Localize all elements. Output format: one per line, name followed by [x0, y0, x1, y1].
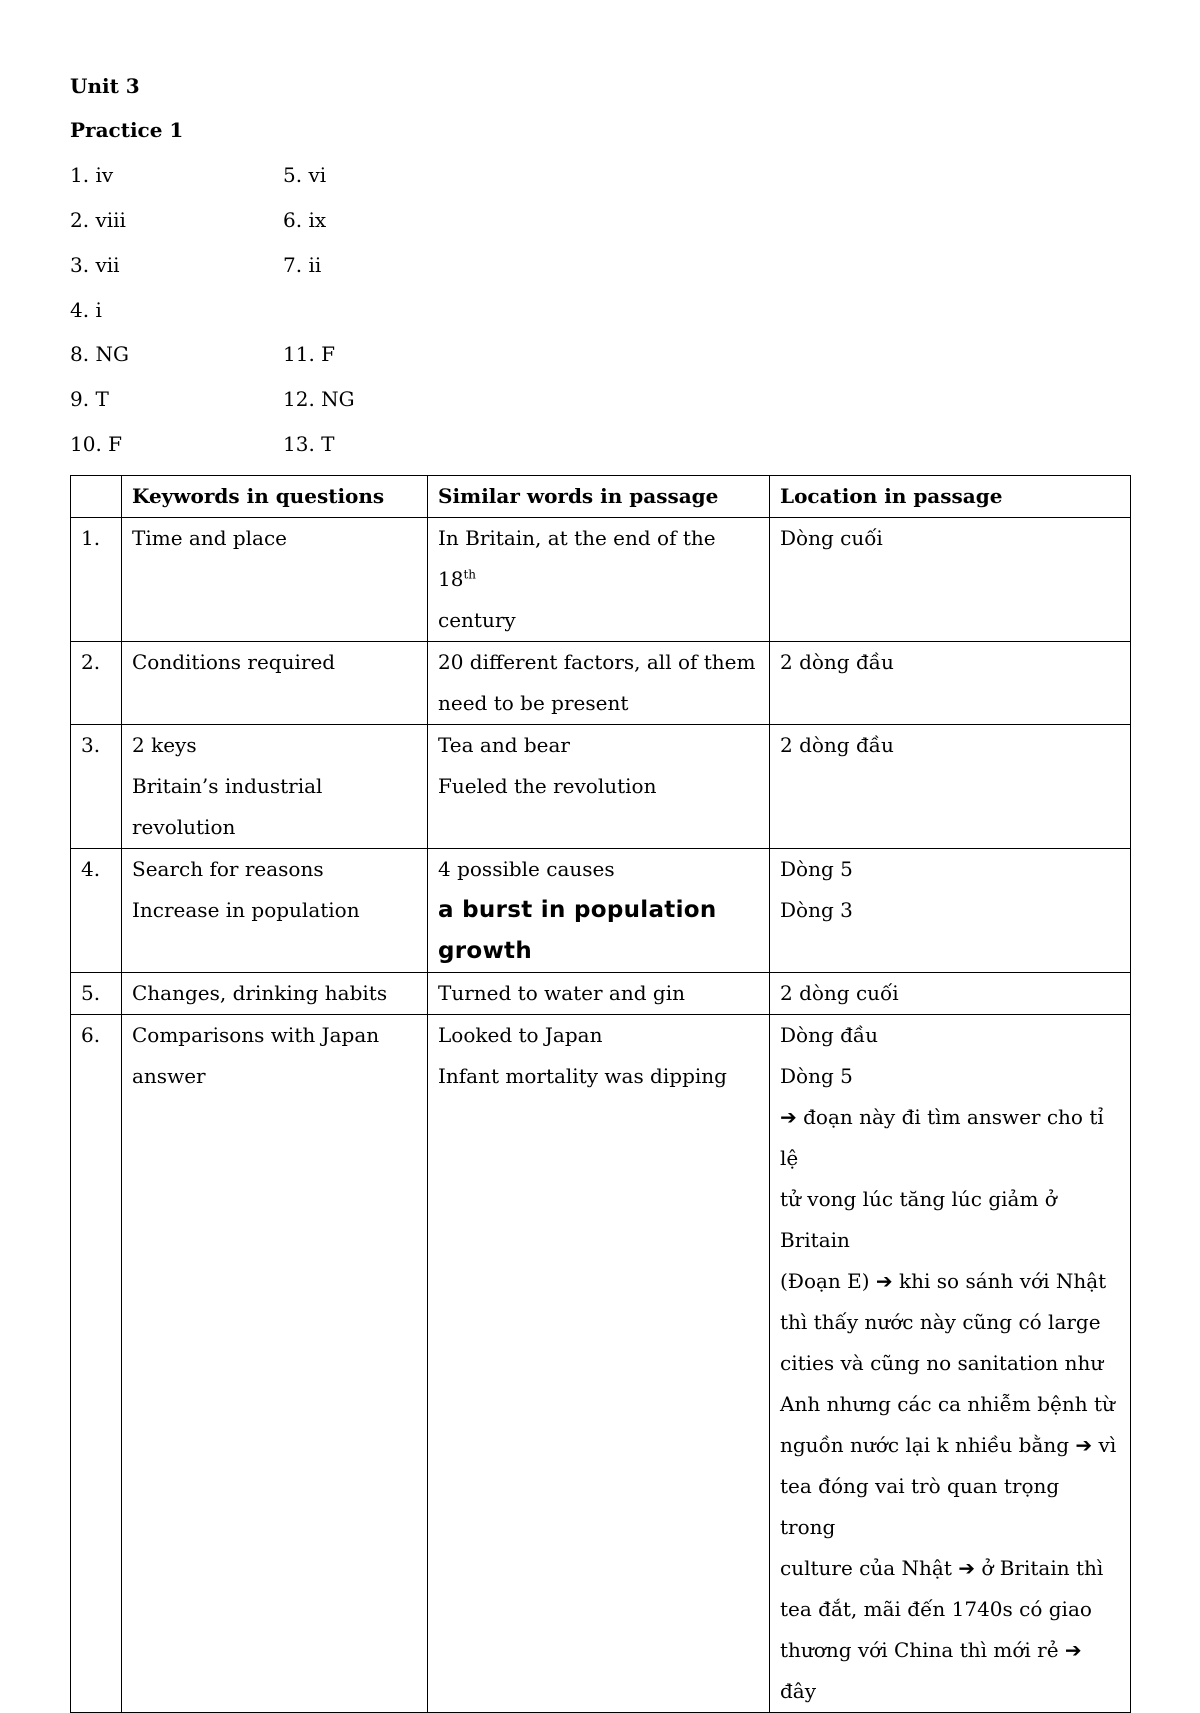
cell-line: answer [132, 1064, 206, 1088]
table-row [71, 725, 1131, 849]
cell-line: Tea and bear [438, 733, 570, 757]
keywords-table [70, 475, 1131, 1713]
cell-line: Looked to Japan [438, 1023, 603, 1047]
cell-line: Dòng 5 [780, 1064, 853, 1088]
similar-words-cell [428, 973, 770, 1015]
answer-item: 11. F [283, 342, 336, 366]
cell-line: 2 dòng đầu [780, 733, 894, 757]
cell-line: Dòng 5 [780, 857, 853, 881]
cell-line: cities và cũng no sanitation như [780, 1351, 1104, 1375]
cell-line: Search for reasons [132, 857, 324, 881]
cell-line: Britain’s industrial revolution [132, 774, 323, 839]
similar-words-cell [428, 1015, 770, 1713]
location-cell [770, 725, 1131, 849]
cell-line: Turned to water and gin [438, 981, 685, 1005]
superscript: th [463, 567, 477, 582]
answer-item: 9. T [70, 387, 109, 411]
location-cell [770, 973, 1131, 1015]
cell-line: 2 dòng đầu [780, 650, 894, 674]
location-cell [770, 518, 1131, 642]
cell-line: Fueled the revolution [438, 774, 657, 798]
cell-line: need to be present [438, 691, 629, 715]
cell-line [438, 518, 759, 600]
answer-item: 10. F [70, 432, 123, 456]
location-cell [770, 849, 1131, 973]
table-header-row [71, 476, 1131, 518]
cell-line: Time and place [132, 526, 288, 550]
cell-line: Increase in population [132, 898, 360, 922]
cell-line: 2 dòng cuối [780, 981, 899, 1005]
row-number: 5. [71, 973, 122, 1015]
similar-words-cell [428, 642, 770, 725]
row-number: 4. [71, 849, 122, 973]
similar-words-cell [428, 518, 770, 642]
unit-title: Unit 3 [70, 74, 140, 98]
practice-title: Practice 1 [70, 118, 184, 142]
table-row [71, 518, 1131, 642]
keywords-cell [122, 1015, 428, 1713]
cell-line-emphasis: a burst in population [438, 897, 717, 923]
cell-line: 4 possible causes [438, 857, 615, 881]
answer-item: 8. NG [70, 342, 129, 366]
cell-line: culture của Nhật ➔ ở Britain thì [780, 1556, 1104, 1580]
cell-line: Dòng đầu [780, 1023, 879, 1047]
cell-text: In Britain, at the end of the 18 [438, 526, 716, 591]
answer-item: 13. T [283, 432, 335, 456]
row-number: 1. [71, 518, 122, 642]
header-location: Location in passage [770, 476, 1131, 518]
keywords-cell [122, 642, 428, 725]
keywords-cell [122, 849, 428, 973]
cell-line: thì thấy nước này cũng có large [780, 1310, 1101, 1334]
cell-line: tea đóng vai trò quan trọng trong [780, 1474, 1060, 1539]
cell-line: Dòng 3 [780, 898, 853, 922]
cell-line: ➔ đoạn này đi tìm answer cho tỉ lệ [780, 1105, 1104, 1170]
cell-line: tử vong lúc tăng lúc giảm ở Britain [780, 1187, 1057, 1252]
table-row [71, 849, 1131, 973]
table-row [71, 1015, 1131, 1713]
table-row [71, 642, 1131, 725]
cell-line: Changes, drinking habits [132, 981, 388, 1005]
keywords-cell [122, 725, 428, 849]
cell-line: Conditions required [132, 650, 336, 674]
header-similar-words: Similar words in passage [428, 476, 770, 518]
answer-item: 4. i [70, 298, 102, 322]
cell-line: 2 keys [132, 733, 197, 757]
cell-line: Dòng cuối [780, 526, 883, 550]
answer-item: 1. iv [70, 163, 114, 187]
keywords-cell [122, 973, 428, 1015]
cell-line-emphasis: growth [438, 938, 533, 964]
cell-line: thương với China thì mới rẻ ➔ đây [780, 1638, 1082, 1703]
answer-item: 12. NG [283, 387, 355, 411]
cell-line: tea đắt, mãi đến 1740s có giao [780, 1597, 1092, 1621]
keywords-cell [122, 518, 428, 642]
cell-line: Comparisons with Japan [132, 1023, 380, 1047]
cell-line: century [438, 608, 516, 632]
answer-item: 2. viii [70, 208, 126, 232]
location-cell [770, 1015, 1131, 1713]
row-number: 2. [71, 642, 122, 725]
answer-item: 7. ii [283, 253, 322, 277]
cell-line: nguồn nước lại k nhiều bằng ➔ vì [780, 1433, 1117, 1457]
answer-item: 5. vi [283, 163, 327, 187]
cell-line: Anh nhưng các ca nhiễm bệnh từ [780, 1392, 1115, 1416]
table-row [71, 973, 1131, 1015]
answer-item: 3. vii [70, 253, 120, 277]
cell-line: (Đoạn E) ➔ khi so sánh với Nhật [780, 1269, 1107, 1293]
cell-line: 20 different factors, all of them [438, 650, 756, 674]
answer-item: 6. ix [283, 208, 327, 232]
similar-words-cell [428, 849, 770, 973]
similar-words-cell [428, 725, 770, 849]
location-cell [770, 642, 1131, 725]
cell-line: Infant mortality was dipping [438, 1064, 727, 1088]
header-number [71, 476, 122, 518]
header-keywords: Keywords in questions [122, 476, 428, 518]
row-number: 3. [71, 725, 122, 849]
row-number: 6. [71, 1015, 122, 1713]
